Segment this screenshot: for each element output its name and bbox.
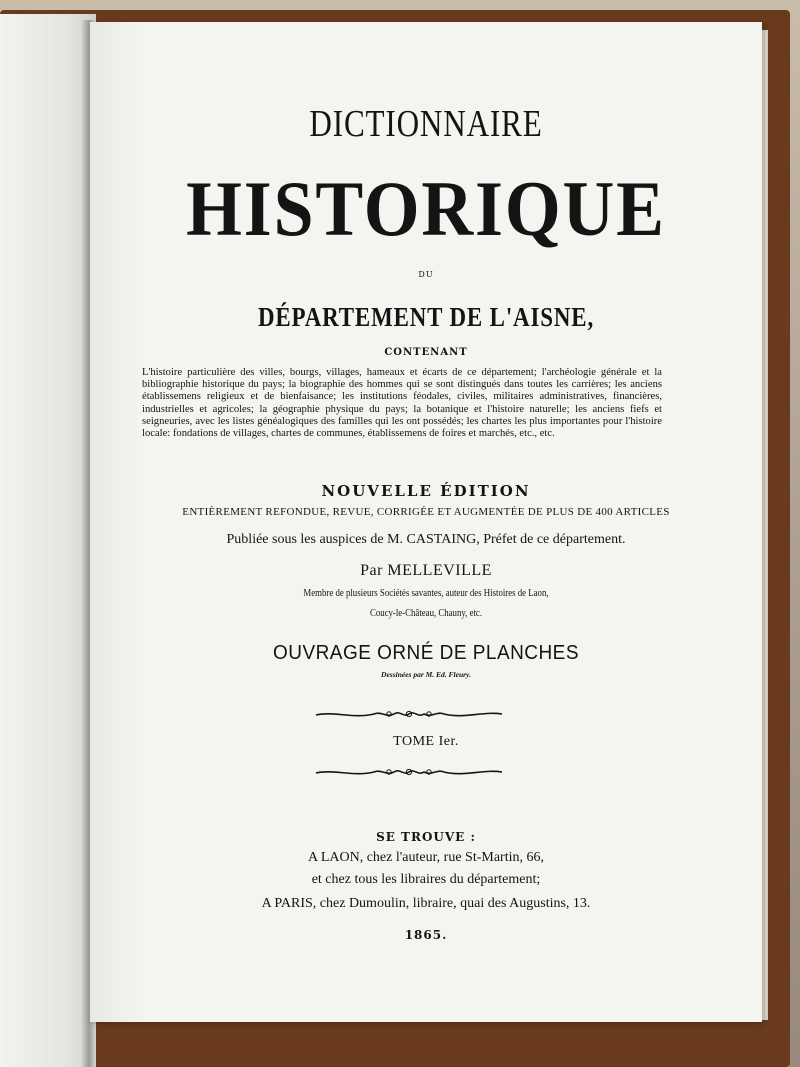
author-works: Coucy-le-Château, Chauny, etc. — [369, 608, 483, 619]
edition-detail: ENTIÈREMENT REFONDUE, REVUE, CORRIGÉE ET AUGMENTÉE DE PLUS DE 400 ARTICLES — [182, 506, 670, 518]
title-line-du: DU — [418, 270, 434, 279]
title-page-content — [90, 22, 762, 1022]
illustrated-line: OUVRAGE ORNÉ DE PLANCHES — [273, 642, 579, 664]
sold-booksellers: et chez tous les libraires du département; — [311, 872, 541, 887]
flourish-ornament-bottom — [314, 764, 504, 780]
flourish-ornament-top — [314, 706, 504, 722]
contenant-label: CONTENANT — [384, 347, 468, 358]
patronage-line: Publiée sous les auspices de M. CASTAING, Préfet de ce département. — [226, 532, 626, 547]
volume-label: TOME Ier. — [393, 734, 459, 749]
sold-paris: A PARIS, chez Dumoulin, libraire, quai des Augustins, 13. — [261, 896, 591, 911]
title-line-departement: DÉPARTEMENT DE L'AISNE, — [257, 302, 595, 332]
contents-description: L'histoire particulière des villes, bourgs, villages, hameaux et écarts de ce département; l'archéologie générale et la bibliographie historique du pays; la biographie des hommes qui se sont distingués dans toutes les carrières; les anciens établissemens religieux et de bienfaisance; les institutions féodales, civiles, militaires administratives, financières, industrielles et agricoles; la géographie physique du pays; la botanique et l'histoire naturelle; les anciens fiefs et seigneuries, avec les listes généalogiques des familles qui les ont possédés; les chartes les plus importantes pour l'histoire locale: fondations de villages, chartes de communes, établissemens de foires et marchés, etc., etc. — [142, 367, 662, 440]
illustrator-line: Dessinées par M. Ed. Fleury. — [381, 670, 471, 679]
author-line: Par MELLEVILLE — [360, 562, 492, 579]
publication-year: 1865. — [404, 928, 448, 942]
author-title: Membre de plusieurs Sociétés savantes, auteur des Histoires de Laon, — [303, 588, 549, 599]
title-line-dictionnaire: DICTIONNAIRE — [309, 103, 543, 145]
sold-heading: SE TROUVE : — [376, 830, 476, 844]
sold-laon: A LAON, chez l'auteur, rue St-Martin, 66, — [307, 850, 544, 865]
edition-heading: NOUVELLE ÉDITION — [321, 482, 531, 500]
title-line-historique: HISTORIQUE — [186, 165, 666, 252]
